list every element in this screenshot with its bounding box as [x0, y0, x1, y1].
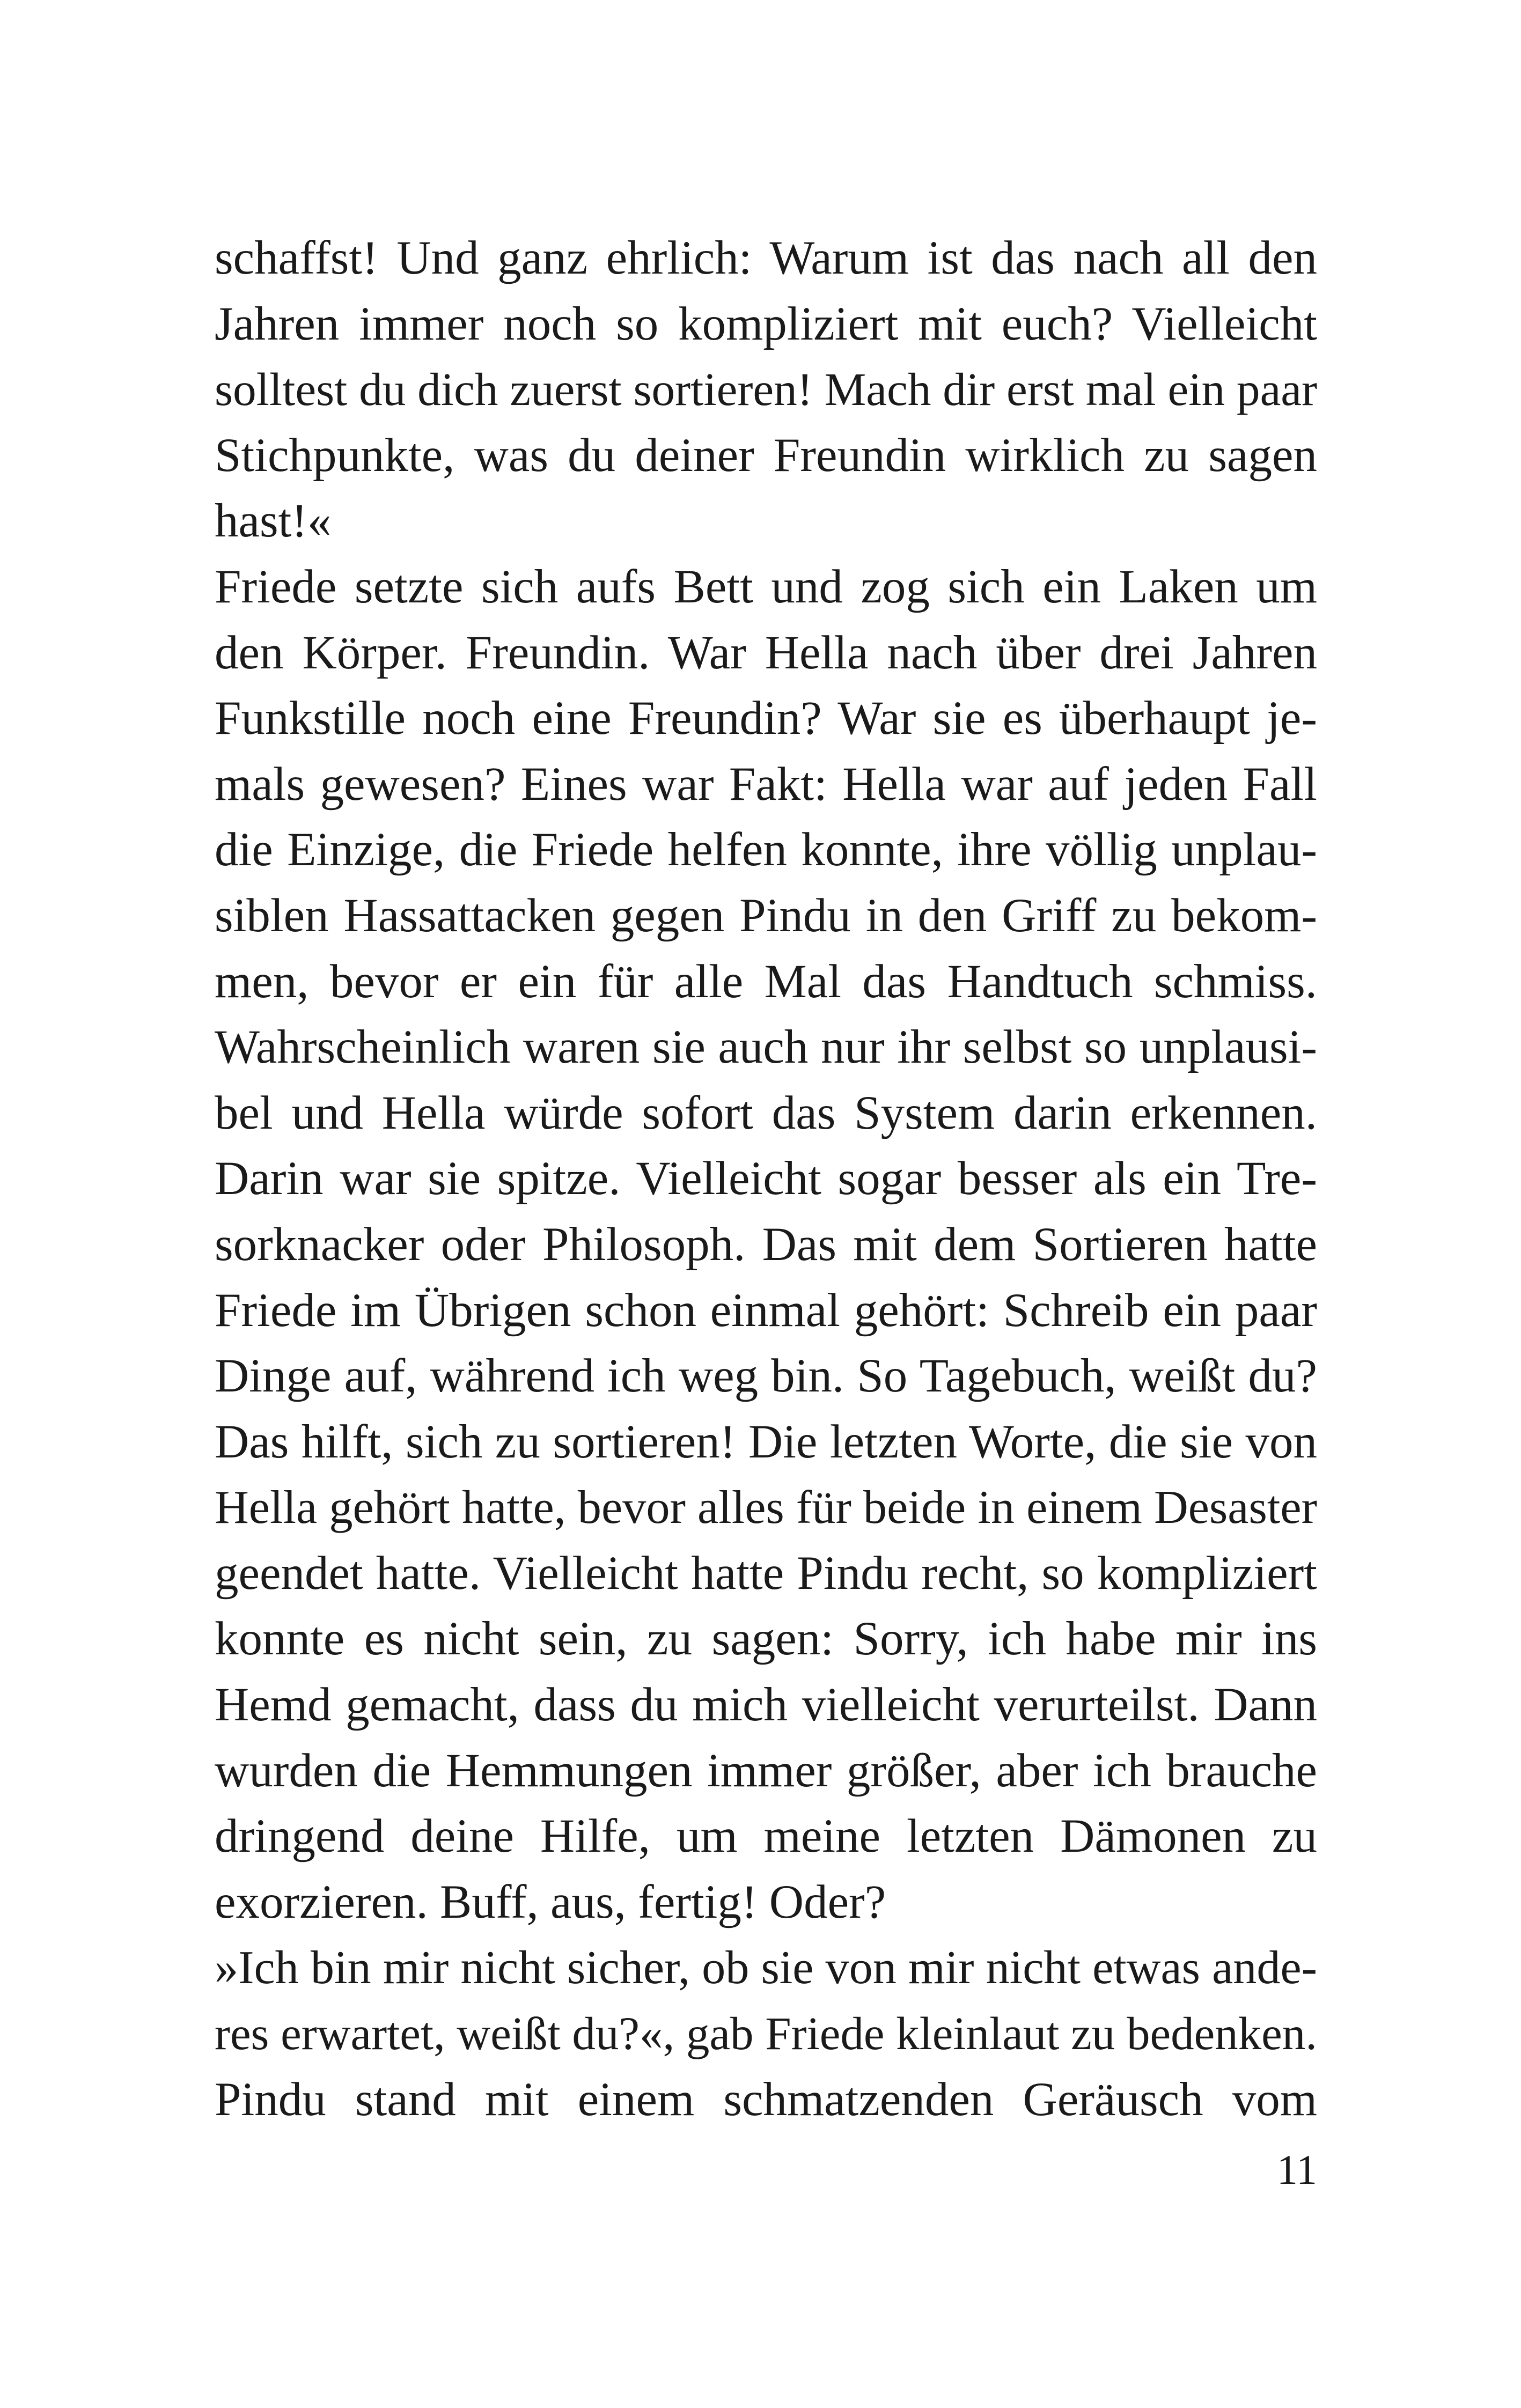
- text-line: Stichpunkte, was du deiner Freundin wirklich zu sagen: [215, 429, 1317, 482]
- text-line: Funkstille noch eine Freundin? War sie es überhaupt je-: [215, 692, 1317, 745]
- text-line: wurden die Hemmungen immer größer, aber ich brauche: [215, 1744, 1317, 1797]
- text-line: hast!«: [215, 495, 332, 548]
- text-line: bel und Hella würde sofort das System darin erkennen.: [215, 1086, 1317, 1139]
- text-line: geendet hatte. Vielleicht hatte Pindu recht, so kompliziert: [215, 1547, 1317, 1600]
- text-line: dringend deine Hilfe, um meine letzten Dämonen zu: [215, 1810, 1317, 1863]
- text-line: Pindu stand mit einem schmatzenden Geräusch vom: [215, 2073, 1317, 2126]
- text-line: den Körper. Freundin. War Hella nach über drei Jahren: [215, 626, 1317, 679]
- text-line: konnte es nicht sein, zu sagen: Sorry, ich habe mir ins: [215, 1612, 1317, 1666]
- text-line: sorknacker oder Philosoph. Das mit dem Sortieren hatte: [215, 1218, 1317, 1271]
- text-line: res erwartet, weißt du?«, gab Friede kleinlaut zu bedenken.: [215, 2007, 1317, 2060]
- text-line: exorzieren. Buff, aus, fertig! Oder?: [215, 1875, 886, 1928]
- text-line: mals gewesen? Eines war Fakt: Hella war auf jeden Fall: [215, 757, 1317, 811]
- page-number: 11: [1276, 2146, 1317, 2193]
- text-line: Dinge auf, während ich weg bin. So Tagebuch, weißt du?: [215, 1350, 1317, 1403]
- text-line: die Einzige, die Friede helfen konnte, ihre völlig unplau-: [215, 823, 1317, 877]
- text-line: Friede im Übrigen schon einmal gehört: Schreib ein paar: [215, 1284, 1317, 1337]
- text-line: solltest du dich zuerst sortieren! Mach dir erst mal ein paar: [215, 363, 1318, 416]
- text-line: Jahren immer noch so kompliziert mit euch? Vielleicht: [215, 297, 1317, 350]
- text-line: siblen Hassattacken gegen Pindu in den Griff zu bekom-: [215, 889, 1317, 942]
- text-line: Das hilft, sich zu sortieren! Die letzten Worte, die sie von: [215, 1415, 1317, 1468]
- text-line: Friede setzte sich aufs Bett und zog sich ein Laken um: [215, 560, 1317, 613]
- text-line: men, bevor er ein für alle Mal das Handtuch schmiss.: [215, 955, 1317, 1008]
- body-text: [215, 225, 1317, 2132]
- text-line: Wahrscheinlich waren sie auch nur ihr selbst so unplausi-: [215, 1021, 1317, 1074]
- text-line: »Ich bin mir nicht sicher, ob sie von mir nicht etwas ande-: [215, 1941, 1317, 1994]
- text-line: schaffst! Und ganz ehrlich: Warum ist das nach all den: [215, 232, 1317, 284]
- text-line: Hella gehört hatte, bevor alles für beide in einem Desaster: [215, 1481, 1317, 1534]
- text-line: Hemd gemacht, dass du mich vielleicht verurteilst. Dann: [215, 1678, 1317, 1732]
- text-line: Darin war sie spitze. Vielleicht sogar besser als ein Tre-: [215, 1152, 1317, 1205]
